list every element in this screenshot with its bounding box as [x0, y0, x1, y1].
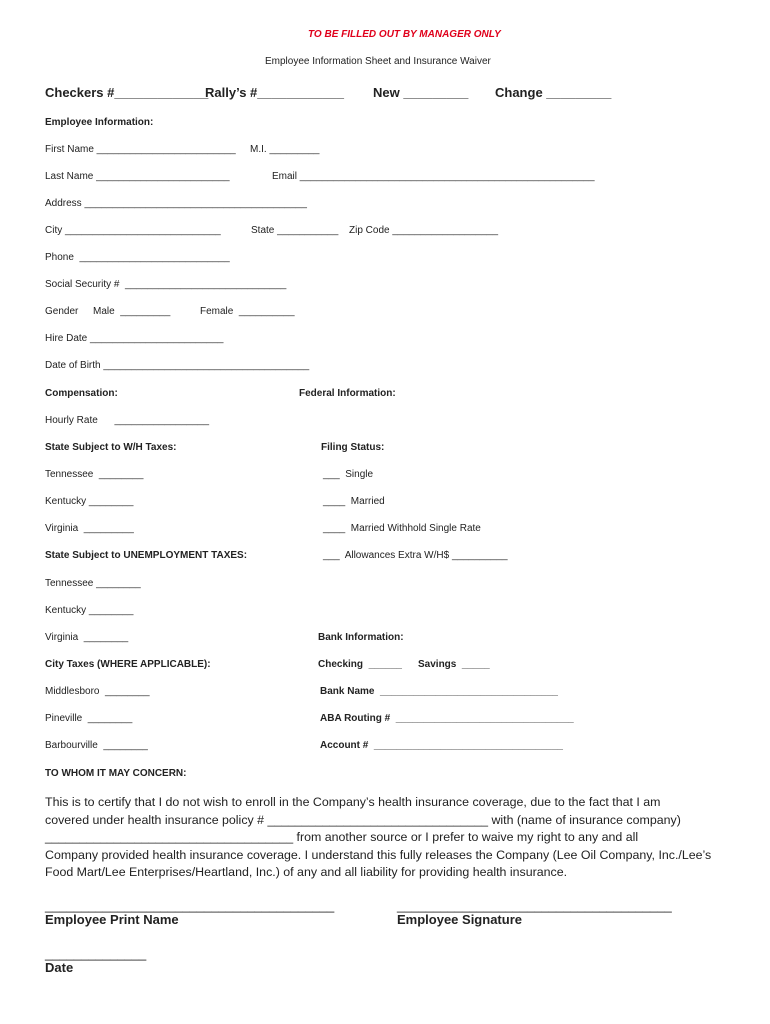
signature-line[interactable]: ______________________________________: [397, 898, 672, 913]
print-name-label: Employee Print Name: [45, 912, 179, 927]
city-taxes-heading: City Taxes (WHERE APPLICABLE):: [45, 659, 211, 670]
first-name-field[interactable]: First Name _________________________: [45, 144, 236, 155]
mi-field[interactable]: M.I. _________: [250, 144, 320, 155]
filing-status-heading: Filing Status:: [321, 442, 385, 453]
account-number-field[interactable]: Account # __________________________________: [320, 740, 563, 751]
filing-single-field[interactable]: ___ Single: [323, 469, 374, 480]
ue-virginia-field[interactable]: Virginia ________: [45, 632, 129, 643]
last-name-field[interactable]: Last Name ________________________: [45, 171, 230, 182]
gender-male-field[interactable]: Male _________: [93, 306, 171, 317]
employee-info-heading: Employee Information:: [45, 117, 154, 128]
city-field[interactable]: City ____________________________: [45, 225, 221, 236]
bank-info-heading: Bank Information:: [318, 632, 404, 643]
waiver-heading: TO WHOM IT MAY CONCERN:: [45, 768, 187, 779]
hire-date-field[interactable]: Hire Date ________________________: [45, 333, 224, 344]
rallys-field[interactable]: Rally’s #____________: [205, 85, 345, 100]
middlesboro-field[interactable]: Middlesboro ________: [45, 686, 150, 697]
wh-kentucky-field[interactable]: Kentucky ________: [45, 496, 134, 507]
waiver-paragraph: This is to certify that I do not wish to enroll in the Company’s health insurance coverage, due to the fact that I am covered under health insurance policy # ________________________________ with (name of insurance company) ____________________________________ from another source or I prefer to waive my right to any and all Company provided health insurance coverage. I understand this fully releases the Company (Lee Oil Company, Inc./Lee’s Food Mart/Lee Enterprises/Heartland, Inc.) of any and all liability for providing health insurance.: [45, 795, 712, 879]
change-field[interactable]: Change _________: [495, 85, 612, 100]
ssn-field[interactable]: Social Security # _____________________________: [45, 279, 287, 290]
wh-virginia-field[interactable]: Virginia _________: [45, 523, 134, 534]
aba-routing-field[interactable]: ABA Routing # ________________________________: [320, 713, 574, 724]
state-field[interactable]: State ___________: [251, 225, 339, 236]
unemployment-heading: State Subject to UNEMPLOYMENT TAXES:: [45, 550, 248, 561]
checking-field[interactable]: Checking ______: [318, 659, 402, 670]
allowances-field[interactable]: ___ Allowances Extra W/H$ __________: [323, 550, 508, 561]
wh-taxes-heading: State Subject to W/H Taxes:: [45, 442, 177, 453]
filing-married-field[interactable]: ____ Married: [323, 496, 385, 507]
gender-female-field[interactable]: Female __________: [200, 306, 295, 317]
dob-field[interactable]: Date of Birth _____________________________________: [45, 360, 310, 371]
phone-field[interactable]: Phone ___________________________: [45, 252, 230, 263]
pineville-field[interactable]: Pineville ________: [45, 713, 133, 724]
form-title: Employee Information Sheet and Insurance Waiver: [265, 56, 491, 67]
compensation-heading: Compensation:: [45, 388, 118, 399]
email-field[interactable]: Email _____________________________________________________: [272, 171, 595, 182]
print-name-line[interactable]: ________________________________________: [45, 898, 335, 913]
gender-label: Gender: [45, 306, 79, 317]
hourly-rate-field[interactable]: Hourly Rate _________________: [45, 415, 210, 426]
new-field[interactable]: New _________: [373, 85, 469, 100]
savings-field[interactable]: Savings _____: [418, 659, 490, 670]
barbourville-field[interactable]: Barbourville ________: [45, 740, 148, 751]
bank-name-field[interactable]: Bank Name ________________________________: [320, 686, 558, 697]
date-label: Date: [45, 960, 74, 975]
zip-field[interactable]: Zip Code ___________________: [349, 225, 499, 236]
federal-info-heading: Federal Information:: [299, 388, 396, 399]
manager-only-notice: TO BE FILLED OUT BY MANAGER ONLY: [308, 29, 501, 40]
checkers-field[interactable]: Checkers #_____________: [45, 85, 209, 100]
ue-tennessee-field[interactable]: Tennessee ________: [45, 578, 141, 589]
address-field[interactable]: Address ________________________________________: [45, 198, 307, 209]
ue-kentucky-field[interactable]: Kentucky ________: [45, 605, 134, 616]
signature-label: Employee Signature: [397, 912, 522, 927]
date-line[interactable]: ______________: [45, 946, 147, 961]
wh-tennessee-field[interactable]: Tennessee ________: [45, 469, 144, 480]
filing-married-single-rate-field[interactable]: ____ Married Withhold Single Rate: [323, 523, 481, 534]
